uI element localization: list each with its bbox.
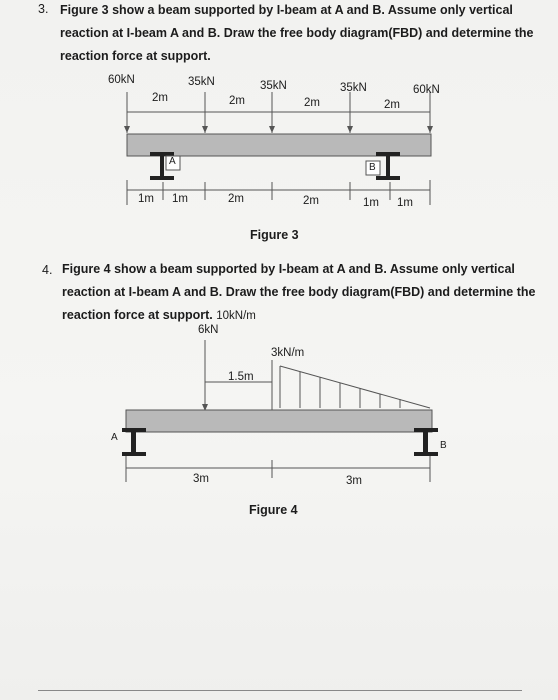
q4-number: 4. (42, 263, 53, 277)
f4-support-b: B (440, 440, 447, 451)
q4-text (62, 258, 542, 328)
figure-3-caption: Figure 3 (250, 228, 299, 242)
q3-line-2: reaction at I-beam A and B. Draw the free body diagram(FBD) and determine the (60, 26, 534, 40)
f3-span-4: 2m (384, 99, 400, 111)
f3-span-2: 2m (229, 95, 245, 107)
q4-line-3-text: reaction force at support. (62, 308, 213, 322)
q4-line-1: Figure 4 show a beam supported by I-beam at A and B. Assume only vertical (62, 262, 515, 276)
q4-line-3 (62, 304, 542, 328)
f3-bottom-3: 2m (228, 193, 244, 205)
f4-span-2: 3m (346, 475, 362, 487)
q3-number: 3. (38, 2, 49, 16)
bottom-rule (38, 690, 522, 691)
f3-bottom-6: 1m (397, 197, 413, 209)
support-b-label: B (369, 162, 376, 173)
f4-span-1: 3m (193, 473, 209, 485)
f3-load-5: 60kN (413, 84, 440, 96)
support-a-label: A (169, 156, 176, 167)
f4-point-load: 6kN (198, 324, 219, 336)
f3-span-1: 2m (152, 92, 168, 104)
f4-offset: 1.5m (228, 371, 254, 383)
figure-4-caption: Figure 4 (249, 503, 298, 517)
f3-bottom-4: 2m (303, 195, 319, 207)
q3-line-3: reaction force at support. (60, 49, 211, 63)
q4-line-2: reaction at I-beam A and B. Draw the free body diagram(FBD) and determine the (62, 285, 536, 299)
f4-support-a: A (111, 432, 118, 443)
q4-udl-note: 10kN/m (216, 310, 256, 322)
f3-load-3: 35kN (260, 80, 287, 92)
f3-bottom-2: 1m (172, 193, 188, 205)
f3-bottom-1: 1m (138, 193, 154, 205)
f3-load-4: 35kN (340, 82, 367, 94)
f3-bottom-5: 1m (363, 197, 379, 209)
q3-line-1: Figure 3 show a beam supported by I-beam at A and B. Assume only vertical (60, 3, 513, 17)
f3-span-3: 2m (304, 97, 320, 109)
f4-dist-load: 3kN/m (271, 347, 305, 359)
f3-load-1: 60kN (108, 74, 135, 86)
f3-load-2: 35kN (188, 76, 215, 88)
